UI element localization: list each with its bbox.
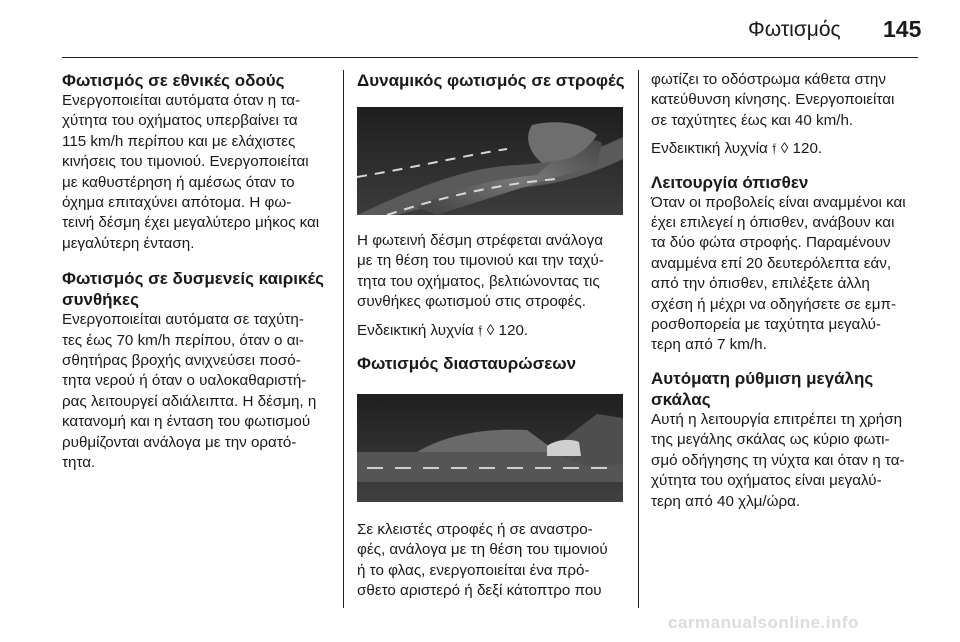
header-rule bbox=[62, 57, 918, 58]
light-indicator-icon: 𝔣 bbox=[478, 321, 483, 339]
page-number: 145 bbox=[883, 16, 922, 42]
section-body-dynamic-curve-lighting: Η φωτεινή δέσμη στρέφεται ανάλογα με τη θέση του τιμονιού και την ταχύ- τητα του οχήματος, βελτιώνοντας τις συνθήκες φωτισμού στις στροφές. bbox=[357, 232, 604, 311]
section-body-adverse-weather: Ενεργοποιείται αυτόματα σε ταχύτη- τες έως 70 km/h περίπου, όταν ο αι- σθητήρας βροχής ανιχνεύσει ποσό- τητα νερού ή όταν ο υαλοκαθαριστή- ρας λειτουργεί αδιάλειπτα. Η δέσμη, η κατανομή και η ένταση του φωτισμού ρυθμίζονται ανάλογα με την ορατό- τητα. bbox=[62, 311, 317, 472]
column-left bbox=[62, 70, 334, 474]
indicator-reference-label: Ενδεικτική λυχνία bbox=[651, 140, 768, 158]
cornering-light-illustration bbox=[357, 394, 623, 502]
column-right bbox=[651, 70, 923, 512]
cross-reference-page-link[interactable]: 120. bbox=[498, 321, 529, 339]
section-body-reverse-function: Όταν οι προβολείς είναι αναμμένοι και έχει επιλεγεί η όπισθεν, ανάβουν και τα δύο φώτα στροφής. Παραμένουν αναμμένα επί 20 δευτερόλεπτα εάν, από την όπισθεν, επιλέξετε άλλη σχέση ή μέχρι να οδηγήσετε σε εμπ- ροσθοπορεία με ταχύτητα μεγαλύ- τερη από 7 km/h. bbox=[651, 193, 906, 354]
section-heading-high-beam-assist: Αυτόματη ρύθμιση μεγάλης σκάλας bbox=[651, 368, 874, 409]
column-middle bbox=[357, 70, 627, 602]
header-title: Φωτισμός bbox=[748, 18, 841, 41]
column-divider-2 bbox=[638, 70, 639, 608]
cross-reference-icon: ◊ bbox=[780, 140, 789, 158]
light-indicator-icon: 𝔣 bbox=[772, 140, 777, 158]
section-body-high-beam-assist: Αυτή η λειτουργία επιτρέπει τη χρήση της μεγάλης σκάλας ως κύριο φωτι- σμό οδήγησης τη νύχτα και όταν η τα- χύτητα του οχήματος είναι μεγαλύ- τερη από 40 χλμ/ώρα. bbox=[651, 410, 905, 510]
cross-reference-icon: ◊ bbox=[486, 321, 495, 339]
indicator-reference bbox=[651, 139, 923, 159]
section-body-cornering-lights-continued: φωτίζει το οδόστρωμα κάθετα στην κατεύθυνση κίνησης. Ενεργοποιείται σε ταχύτητες έως και 40 km/h. bbox=[651, 71, 895, 129]
cross-reference-page-link[interactable]: 120. bbox=[792, 140, 823, 158]
section-heading-cornering-lights: Φωτισμός διασταυρώσεων bbox=[357, 354, 577, 374]
indicator-reference bbox=[357, 321, 627, 341]
section-heading-dynamic-curve-lighting: Δυναμικός φωτισμός σε στροφές bbox=[357, 71, 625, 90]
section-heading-adverse-weather: Φωτισμός σε δυσμενείς καιρικές συνθήκες bbox=[62, 269, 324, 310]
section-body-cornering-lights: Σε κλειστές στροφές ή σε αναστρο- φές, ανάλογα με τη θέση του τιμονιού ή το φλας, ενεργοποιείται ένα πρό- σθετο αριστερό ή δεξί κάτοπτρο που bbox=[357, 521, 608, 600]
indicator-reference-label: Ενδεικτική λυχνία bbox=[357, 321, 474, 339]
curve-lighting-illustration bbox=[357, 107, 623, 215]
column-divider-1 bbox=[343, 70, 344, 608]
watermark: carmanualsonline.info bbox=[668, 613, 859, 632]
section-heading-highway-lighting: Φωτισμός σε εθνικές οδούς bbox=[62, 71, 285, 90]
section-body-highway-lighting: Ενεργοποιείται αυτόματα όταν η τα- χύτητα του οχήματος υπερβαίνει τα 115 km/h περίπου και με ελάχιστες κινήσεις του τιμονιού. Ενεργοποιείται με καθυστέρηση ή αμέσως όταν το όχημα επιταχύνει απότομα. Η φω- τεινή δέσμη έχει μεγαλύτερο μήκος και μεγαλύτερη ένταση. bbox=[62, 92, 320, 252]
section-heading-reverse-function: Λειτουργία όπισθεν bbox=[651, 172, 809, 192]
